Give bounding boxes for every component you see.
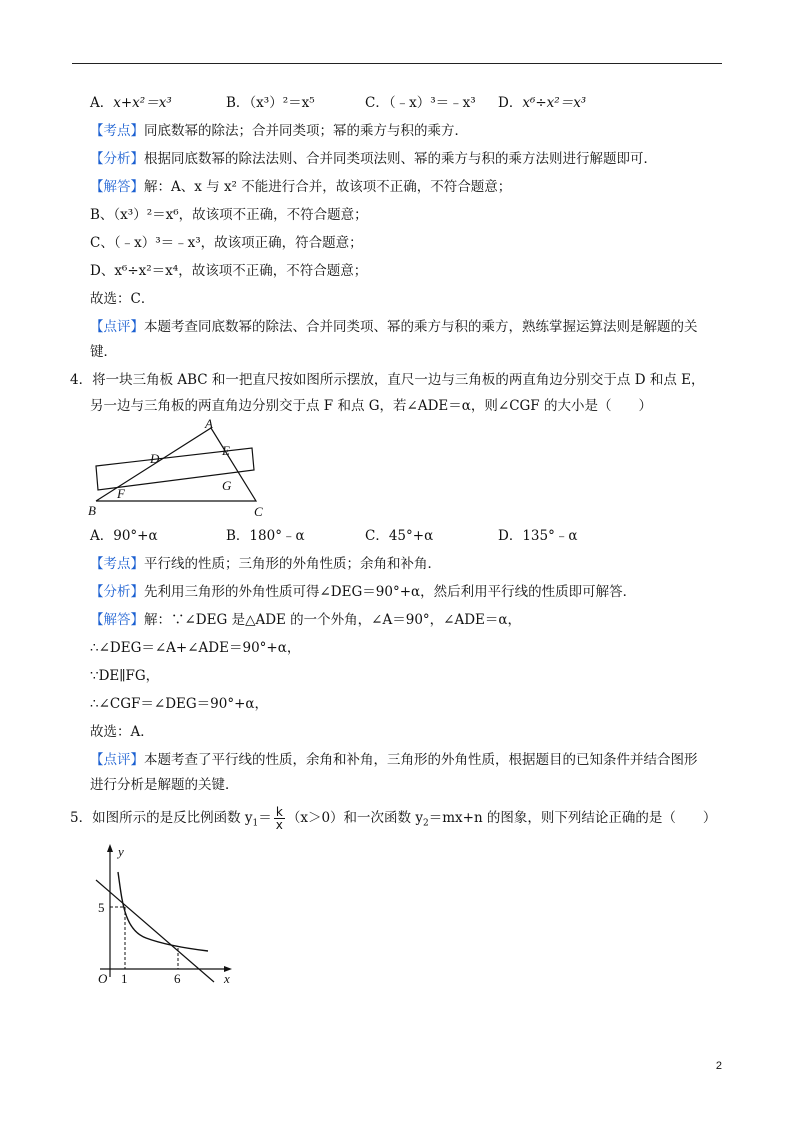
q4-jieda-line-1: 【解答】解：∵∠DEG 是△ADE 的一个外角，∠A＝90°，∠ADE＝α，	[90, 612, 522, 628]
q3-dianping-cont: 键．	[90, 344, 117, 360]
q3-jieda-line-4: D、x⁶÷x²＝x⁴，故该项不正确，不符合题意；	[90, 263, 368, 279]
q4-jieda-answer: 故选：A．	[90, 724, 154, 740]
q3-option-c: C．（﹣x）³＝﹣x³	[365, 95, 476, 111]
fraction-k-over-x: $\frac{k}{x}$	[275, 805, 283, 832]
q3-option-d: D．x⁶÷x²＝x³	[498, 95, 587, 111]
label-c: C	[254, 504, 263, 519]
q4-option-c: C．45°+α	[365, 528, 434, 544]
fenxi-tag: 【分析】	[90, 151, 144, 167]
q4-fenxi: 【分析】先利用三角形的外角性质可得∠DEG＝90°+α，然后利用平行线的性质即可解答．	[90, 584, 637, 600]
q3-option-b: B．（x³）²＝x⁵	[226, 95, 315, 111]
q4-dianping-cont: 进行分析是解题的关键．	[90, 777, 239, 793]
dianping-tag: 【点评】	[90, 752, 144, 768]
label-d: D	[150, 451, 160, 466]
q3-fenxi: 【分析】根据同底数幂的除法法则、合并同类项法则、幂的乘方与积的乘方法则进行解题即可．	[90, 151, 657, 167]
label-g: G	[222, 478, 232, 493]
q4-dianping: 【点评】本题考查了平行线的性质，余角和补角，三角形的外角性质，根据题目的已知条件并结合图形	[90, 752, 698, 768]
page-number: 2	[715, 1060, 722, 1072]
origin-label: O	[98, 971, 108, 986]
tick-label-5: 5	[98, 900, 105, 915]
jieda-tag: 【解答】	[90, 179, 144, 195]
curve-y1	[118, 872, 208, 951]
q4-jieda-line-3: ∵DE∥FG，	[90, 668, 160, 684]
jieda-tag: 【解答】	[90, 612, 144, 628]
q4-jieda-line-2: ∴∠DEG＝∠A+∠ADE＝90°+α，	[90, 640, 301, 656]
label-f: F	[117, 486, 125, 501]
q3-dianping: 【点评】本题考查同底数幂的除法、合并同类项、幂的乘方与积的乘方，熟练掌握运算法则是解题的关	[90, 319, 698, 335]
q4-stem-line-2: 另一边与三角板的两直角边分别交于点 F 和点 G，若∠ADE＝α，则∠CGF 的大小是（ ）	[90, 398, 652, 414]
label-e: E	[222, 443, 230, 458]
line-y2	[96, 880, 214, 982]
label-a: A	[205, 418, 213, 431]
y-axis-arrow	[107, 844, 113, 852]
q4-option-d: D．135°﹣α	[498, 528, 578, 544]
q4-figure	[86, 418, 266, 523]
q4-jieda-line-4: ∴∠CGF＝∠DEG＝90°+α，	[90, 696, 269, 712]
tick-label-1: 1	[121, 971, 128, 986]
q4-kaodian: 【考点】平行线的性质；三角形的外角性质；余角和补角．	[90, 556, 441, 572]
fenxi-tag: 【分析】	[90, 584, 144, 600]
q4-stem-line-1: 4．将一块三角板 ABC 和一把直尺按如图所示摆放，直尺一边与三角板的两直角边分别交于点 D 和点 E，	[70, 372, 705, 388]
q3-jieda-line-2: B、（x³）²＝x⁶，故该项不正确，不符合题意；	[90, 207, 368, 223]
label-b: B	[88, 503, 96, 518]
kaodian-tag: 【考点】	[90, 556, 144, 572]
dianping-tag: 【点评】	[90, 319, 144, 335]
q3-jieda-line-1: 【解答】解：A、x 与 x² 不能进行合并，故该项不正确，不符合题意；	[90, 179, 512, 195]
q3-option-a: A．x+x²＝x³	[90, 95, 172, 111]
q4-option-a: A．90°+α	[90, 528, 158, 544]
q3-jieda-line-3: C、（﹣x）³＝﹣x³，故该项正确，符合题意；	[90, 235, 363, 251]
tick-label-6: 6	[174, 971, 181, 986]
q5-stem: 5．如图所示的是反比例函数 $y_1=$ $\frac{k}{x}$ （x＞0）和一次函数 $y_2=mx+n$ 的图象，则下列结论正确的是（ ）	[70, 805, 717, 832]
q3-jieda-answer: 故选：C．	[90, 291, 155, 307]
axis-label-y: y	[118, 844, 124, 859]
axis-label-x: x	[224, 971, 230, 986]
kaodian-tag: 【考点】	[90, 123, 144, 139]
q5-graph	[88, 842, 248, 992]
header-rule	[72, 63, 722, 64]
q3-kaodian: 【考点】同底数幂的除法；合并同类项；幂的乘方与积的乘方．	[90, 123, 468, 139]
q4-option-b: B．180°﹣α	[226, 528, 305, 544]
